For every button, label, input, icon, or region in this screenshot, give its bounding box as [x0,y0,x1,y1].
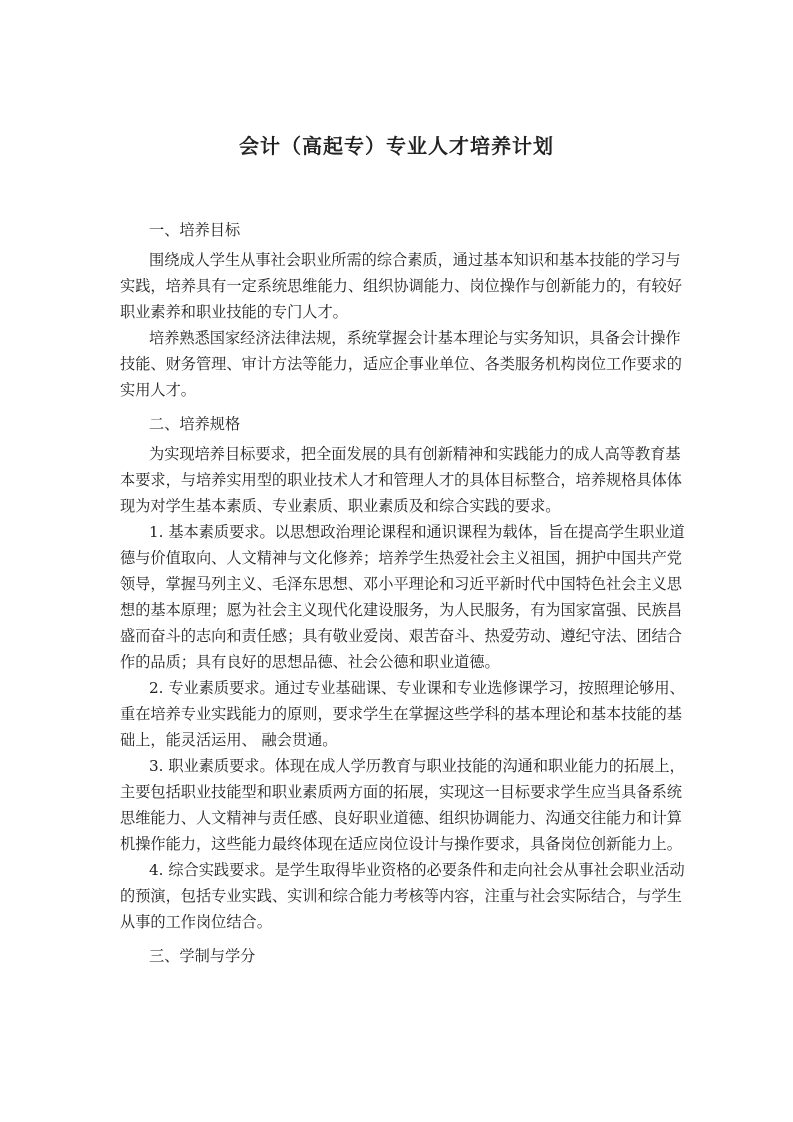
paragraph-line: 作的品质；具有良好的思想品德、社会公德和职业道德。 [120,653,500,671]
paragraph-line: 职业素养和职业技能的专门人才。 [120,303,348,321]
paragraph [120,857,685,935]
paragraph-line: 技能、财务管理、审计方法等能力，适应企事业单位、各类服务机构岗位工作要求的 [120,355,682,373]
section-heading: 一、培养目标 [149,221,241,239]
paragraph [120,247,682,325]
paragraph-line: 1. 基本素质要求。以思想政治理论课程和通识课程为载体，旨在提高学生职业道 [149,523,685,541]
paragraph-line: 围绕成人学生从事社会职业所需的综合素质，通过基本知识和基本技能的学习与 [149,251,681,269]
paragraph-line: 领导，掌握马列主义、毛泽东思想、邓小平理论和习近平新时代中国特色社会主义思 [120,575,682,593]
paragraph-line: 本要求，与培养实用型的职业技术人才和管理人才的具体目标整合，培养规格具体体 [120,471,682,489]
paragraph-line: 为实现培养目标要求，把全面发展的具有创新精神和实践能力的成人高等教育基 [149,445,681,463]
paragraph-line: 实践，培养具有一定系统思维能力、组织协调能力、岗位操作与创新能力的，有较好 [120,277,682,295]
paragraph-line: 想的基本原理；愿为社会主义现代化建设服务，为人民服务，有为国家富强、民族昌 [120,601,682,619]
section-heading: 三、学制与学分 [149,947,256,965]
paragraph-line: 2. 专业素质要求。通过专业基础课、专业课和专业选修课学习，按照理论够用、 [149,679,685,697]
paragraph-line: 重在培养专业实践能力的原则，要求学生在掌握这些学科的基本理论和基本技能的基 [120,705,682,723]
paragraph [120,325,682,403]
paragraph-line: 培养熟悉国家经济法律法规，系统掌握会计基本理论与实务知识，具备会计操作 [149,329,681,347]
paragraph [120,519,685,675]
paragraph-line: 盛而奋斗的志向和责任感；具有敬业爱岗、艰苦奋斗、热爱劳动、遵纪守法、团结合 [120,627,682,645]
paragraph-line: 的预演，包括专业实践、实训和综合能力考核等内容，注重与社会实际结合，与学生 [120,887,682,905]
document-title: 会计（高起专）专业人才培养计划 [239,134,554,158]
paragraph-line: 主要包括职业技能型和职业素质两方面的拓展，实现这一目标要求学生应当具备系统 [120,783,682,801]
paragraph-line: 础上，能灵活运用、 融会贯通。 [120,731,338,749]
paragraph [120,753,685,857]
paragraph-line: 思维能力、人文精神与责任感、良好职业道德、组织协调能力、沟通交往能力和计算 [120,809,682,827]
paragraph [120,441,682,519]
paragraph-line: 德与价值取向、人文精神与文化修养；培养学生热爱社会主义祖国，拥护中国共产党 [120,549,682,567]
section-heading: 二、培养规格 [149,415,241,433]
paragraph-line: 4. 综合实践要求。是学生取得毕业资格的必要条件和走向社会从事社会职业活动 [149,861,685,879]
paragraph-line: 机操作能力，这些能力最终体现在适应岗位设计与操作要求，具备岗位创新能力上。 [120,835,682,853]
paragraph-line: 现为对学生基本素质、专业素质、职业素质及和综合实践的要求。 [120,497,561,515]
paragraph [120,675,685,753]
paragraph-line: 从事的工作岗位结合。 [120,913,272,931]
paragraph-line: 实用人才。 [120,381,196,399]
paragraph-line: 3. 职业素质要求。体现在成人学历教育与职业技能的沟通和职业能力的拓展上， [149,757,685,775]
document-body [120,217,685,973]
